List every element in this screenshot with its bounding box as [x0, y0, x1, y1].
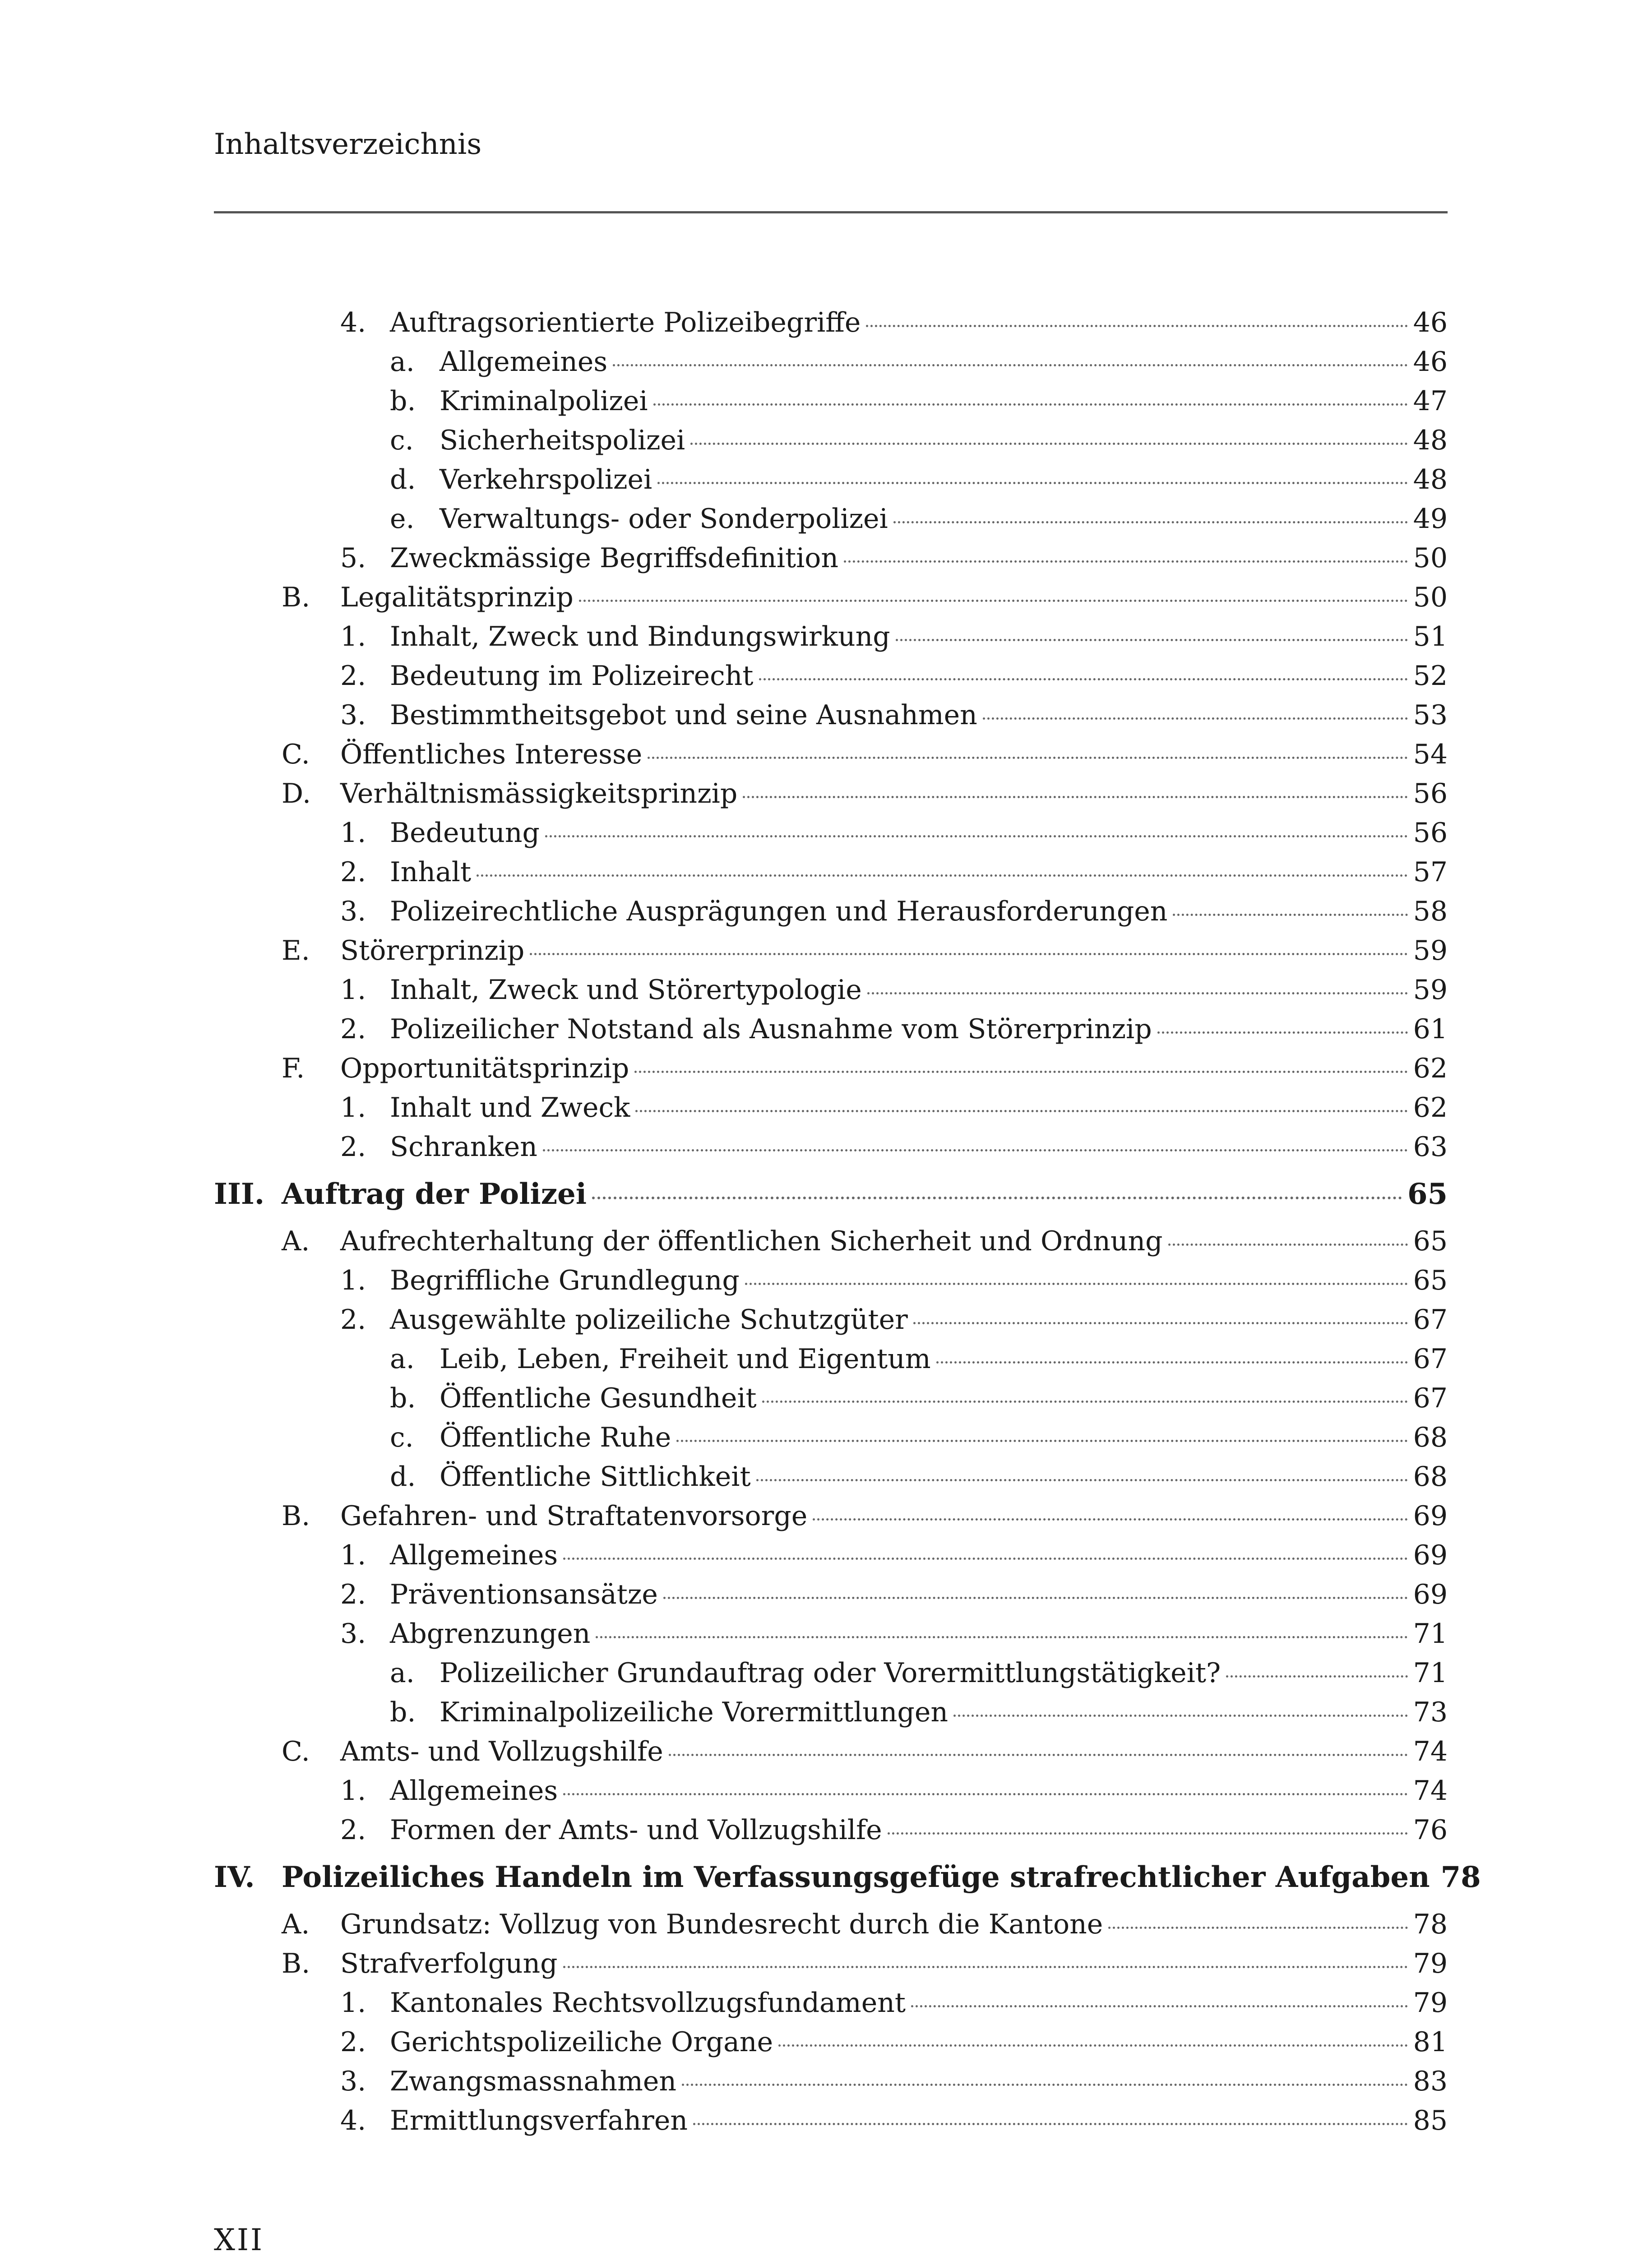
- toc-entry-title: Gerichtspolizeiliche Organe: [390, 2026, 773, 2058]
- toc-entry-title: Inhalt, Zweck und Bindungswirkung: [390, 621, 890, 652]
- toc-entry-page: 65: [1407, 1177, 1448, 1211]
- toc-entry-line: [390, 2023, 1448, 2062]
- toc-entry-page: 53: [1413, 699, 1448, 731]
- toc-entry-line: [390, 2062, 1448, 2101]
- toc-entry-line: [440, 499, 1448, 539]
- toc-entry-number: IV.: [214, 1860, 255, 1894]
- toc-entry-number: 2.: [340, 1814, 366, 1846]
- toc-entry-title: Allgemeines: [390, 1775, 558, 1807]
- dot-leader: [778, 2044, 1408, 2047]
- dot-leader: [911, 2005, 1408, 2007]
- toc-entry-title: Amts- und Vollzugshilfe: [340, 1736, 663, 1767]
- dot-leader: [596, 1636, 1407, 1638]
- toc-entry: [214, 1418, 1448, 1457]
- toc-entry-number: 5.: [340, 542, 366, 574]
- toc-entry-line: [390, 1771, 1448, 1811]
- toc-entry-title: Verwaltungs- oder Sonderpolizei: [440, 503, 888, 535]
- toc-entry-line: [340, 735, 1448, 774]
- dot-leader: [1226, 1675, 1408, 1678]
- toc-entry-number: 2.: [340, 2026, 366, 2058]
- dot-leader: [563, 1558, 1407, 1560]
- dot-leader: [530, 953, 1407, 955]
- toc-entry-title: Inhalt, Zweck und Störertypologie: [390, 974, 862, 1006]
- toc-entry-line: [340, 1905, 1448, 1944]
- toc-entry-page: 56: [1413, 817, 1448, 849]
- toc-entry-line: [390, 814, 1448, 853]
- toc-entry-title: Kriminalpolizei: [440, 385, 648, 417]
- toc-entry-title: Ausgewählte polizeiliche Schutzgüter: [390, 1304, 908, 1336]
- dot-leader: [669, 1754, 1408, 1756]
- dot-leader: [867, 992, 1408, 994]
- toc-entry: [214, 1261, 1448, 1300]
- toc-entry-number: c.: [390, 1422, 414, 1453]
- dot-leader: [663, 1597, 1408, 1599]
- toc-entry-title: Polizeilicher Grundauftrag oder Vorermittlungstätigkeit?: [440, 1657, 1221, 1689]
- toc-entry-page: 46: [1413, 346, 1448, 378]
- toc-entry-number: 3.: [340, 896, 366, 927]
- toc-entry-line: [390, 1128, 1448, 1167]
- toc-entry-page: 69: [1413, 1539, 1448, 1571]
- toc-entry-title: Verhältnismässigkeitsprinzip: [340, 778, 738, 809]
- toc-entry-title: Strafverfolgung: [340, 1948, 558, 1979]
- toc-entry-number: 1.: [340, 1539, 366, 1571]
- toc-entry-number: 3.: [340, 2066, 366, 2097]
- toc-entry-number: a.: [390, 1343, 415, 1375]
- toc-entry-page: 61: [1413, 1013, 1448, 1045]
- toc-entry: [214, 1654, 1448, 1693]
- toc-entry-page: 47: [1413, 385, 1448, 417]
- toc-entry: [214, 1049, 1448, 1088]
- toc-entry-number: C.: [282, 739, 310, 770]
- toc-entry-line: [390, 2101, 1448, 2140]
- toc-entry-page: 51: [1413, 621, 1448, 652]
- toc-entry-page: 79: [1413, 1948, 1448, 1979]
- toc-entry-number: 1.: [340, 1092, 366, 1123]
- toc-entry-page: 48: [1413, 464, 1448, 495]
- toc-entry-title: Abgrenzungen: [390, 1618, 591, 1650]
- dot-leader: [657, 482, 1407, 484]
- toc-entry: [214, 539, 1448, 578]
- toc-entry-line: [440, 460, 1448, 499]
- toc-entry-number: D.: [282, 778, 311, 809]
- toc-entry: [214, 1010, 1448, 1049]
- toc-entry: [214, 853, 1448, 892]
- toc-entry-line: [440, 342, 1448, 382]
- toc-entry-number: b.: [390, 385, 416, 417]
- toc-entry-line: [340, 931, 1448, 971]
- toc-entry-page: 56: [1413, 778, 1448, 809]
- toc-entry: [214, 1379, 1448, 1418]
- toc-entry: [214, 382, 1448, 421]
- toc-entry-line: [390, 1614, 1448, 1654]
- toc-entry: [214, 1771, 1448, 1811]
- dot-leader: [893, 521, 1408, 523]
- toc-entry-title: Polizeilicher Notstand als Ausnahme vom Störerprinzip: [390, 1013, 1152, 1045]
- toc-entry: [214, 1811, 1448, 1850]
- toc-entry: [214, 1457, 1448, 1497]
- dot-leader: [676, 1440, 1407, 1442]
- toc-entry-line: [440, 1693, 1448, 1732]
- toc-entry: [214, 931, 1448, 971]
- toc-entry: [214, 1614, 1448, 1654]
- toc-entry-page: 62: [1413, 1092, 1448, 1123]
- dot-leader: [477, 874, 1408, 877]
- toc-entry-page: 65: [1413, 1265, 1448, 1296]
- toc-entry-title: Kantonales Rechtsvollzugsfundament: [390, 1987, 906, 2019]
- toc-entry: [214, 971, 1448, 1010]
- toc-entry-page: 59: [1413, 974, 1448, 1006]
- dot-leader: [1108, 1927, 1407, 1929]
- dot-leader: [866, 325, 1407, 327]
- toc-entry-number: b.: [390, 1697, 416, 1728]
- dot-leader: [844, 560, 1408, 563]
- toc-entry-title: Inhalt und Zweck: [390, 1092, 630, 1123]
- toc-entry-number: 3.: [340, 1618, 366, 1650]
- toc-entry-number: 2.: [340, 660, 366, 692]
- toc-entry-title: Bedeutung: [390, 817, 540, 849]
- toc-entry-line: [340, 1732, 1448, 1771]
- toc-entry-line: [390, 1088, 1448, 1128]
- toc-entry: [214, 460, 1448, 499]
- toc-entry-page: 62: [1413, 1053, 1448, 1084]
- toc-entry-number: d.: [390, 1461, 416, 1493]
- toc-entry-number: 2.: [340, 856, 366, 888]
- toc-entry-line: [390, 539, 1448, 578]
- toc-entry-page: 68: [1413, 1461, 1448, 1493]
- toc-entry-number: 1.: [340, 1987, 366, 2019]
- toc-entry-page: 76: [1413, 1814, 1448, 1846]
- toc-entry-title: Inhalt: [390, 856, 472, 888]
- toc-entry-line: [340, 1049, 1448, 1088]
- toc-entry-line: [340, 1497, 1448, 1536]
- toc-entry: [214, 774, 1448, 814]
- toc-entry-line: [390, 853, 1448, 892]
- toc-entry-number: B.: [282, 1948, 310, 1979]
- toc-entry-page: 57: [1413, 856, 1448, 888]
- toc-entry-line: [390, 656, 1448, 696]
- toc-entry-number: c.: [390, 425, 414, 456]
- dot-leader: [579, 600, 1408, 602]
- toc-entry-number: a.: [390, 346, 415, 378]
- toc-entry-number: 1.: [340, 1265, 366, 1296]
- toc-entry-title: Auftragsorientierte Polizeibegriffe: [390, 307, 861, 338]
- dot-leader: [613, 364, 1407, 366]
- toc-entry-line: [390, 1536, 1448, 1575]
- toc-entry: [214, 1693, 1448, 1732]
- toc-entry-line: [440, 1379, 1448, 1418]
- toc-entry: [214, 1128, 1448, 1167]
- toc-entry-line: [390, 971, 1448, 1010]
- toc-entry-title: Opportunitätsprinzip: [340, 1053, 629, 1084]
- toc-entry: [214, 1497, 1448, 1536]
- toc-entry-number: e.: [390, 503, 415, 535]
- dot-leader: [563, 1793, 1407, 1795]
- toc-entry-page: 52: [1413, 660, 1448, 692]
- toc-entry-page: 54: [1413, 739, 1448, 770]
- toc-entry: [214, 696, 1448, 735]
- toc-entry: [214, 421, 1448, 460]
- dot-leader: [743, 796, 1407, 798]
- toc-entry-line: [390, 617, 1448, 656]
- toc-entry-page: 78: [1440, 1860, 1481, 1894]
- toc-entry-number: 2.: [340, 1579, 366, 1610]
- toc-entry: [214, 578, 1448, 617]
- toc-entry-number: 1.: [340, 1775, 366, 1807]
- toc-entry-page: 50: [1413, 542, 1448, 574]
- toc-entry-page: 68: [1413, 1422, 1448, 1453]
- dot-leader: [690, 443, 1407, 445]
- toc-entry: [214, 1222, 1448, 1261]
- toc-entry-page: 74: [1413, 1775, 1448, 1807]
- toc-entry-page: 59: [1413, 935, 1448, 966]
- toc-entry-line: [390, 303, 1448, 342]
- running-head: Inhaltsverzeichnis: [214, 128, 482, 161]
- toc-entry-number: a.: [390, 1657, 415, 1689]
- toc-entry-page: 46: [1413, 307, 1448, 338]
- toc-entry-title: Grundsatz: Vollzug von Bundesrecht durch die Kantone: [340, 1909, 1103, 1940]
- toc-entry-page: 71: [1413, 1657, 1448, 1689]
- toc-entry: [214, 1732, 1448, 1771]
- toc-entry-title: Schranken: [390, 1131, 537, 1163]
- dot-leader: [563, 1966, 1408, 1968]
- toc-entry-title: Polizeirechtliche Ausprägungen und Herausforderungen: [390, 896, 1168, 927]
- toc-entry-title: Polizeiliches Handeln im Verfassungsgefüge strafrechtlicher Aufgaben: [282, 1860, 1430, 1894]
- toc-entry: [214, 1944, 1448, 1983]
- toc-entry: [214, 1536, 1448, 1575]
- toc-entry-title: Allgemeines: [390, 1539, 558, 1571]
- toc-entry-line: [390, 1300, 1448, 1340]
- toc-entry-page: 48: [1413, 425, 1448, 456]
- toc-entry-number: A.: [282, 1909, 310, 1940]
- toc-entry-number: F.: [282, 1053, 305, 1084]
- toc-entry-title: Verkehrspolizei: [440, 464, 652, 495]
- table-of-contents: [214, 303, 1481, 2140]
- toc-entry: [214, 1088, 1448, 1128]
- toc-entry: [214, 735, 1448, 774]
- dot-leader: [635, 1110, 1407, 1112]
- dot-leader: [756, 1479, 1408, 1481]
- toc-entry: [214, 342, 1448, 382]
- toc-entry-title: Öffentliche Sittlichkeit: [440, 1461, 751, 1493]
- toc-entry-line: [340, 578, 1448, 617]
- dot-leader: [983, 717, 1408, 720]
- dot-leader: [543, 1149, 1408, 1151]
- toc-entry-number: 2.: [340, 1013, 366, 1045]
- toc-entry-title: Aufrechterhaltung der öffentlichen Sicherheit und Ordnung: [340, 1225, 1163, 1257]
- toc-entry: [214, 892, 1448, 931]
- toc-entry: [214, 1983, 1448, 2023]
- toc-entry-number: 2.: [340, 1304, 366, 1336]
- dot-leader: [1157, 1031, 1408, 1034]
- toc-entry: [214, 2101, 1448, 2140]
- toc-entry-number: 1.: [340, 817, 366, 849]
- dot-leader: [653, 403, 1408, 406]
- dot-leader: [762, 1401, 1408, 1403]
- toc-entry-number: B.: [282, 582, 310, 613]
- toc-entry-number: 3.: [340, 699, 366, 731]
- toc-entry-page: 74: [1413, 1736, 1448, 1767]
- dot-leader: [634, 1071, 1407, 1073]
- toc-entry: [214, 1905, 1448, 1944]
- dot-leader: [888, 1832, 1408, 1835]
- toc-entry-number: 1.: [340, 621, 366, 652]
- toc-entry-line: [390, 1010, 1448, 1049]
- toc-entry-page: 50: [1413, 582, 1448, 613]
- toc-entry-page: 58: [1413, 896, 1448, 927]
- toc-entry-line: [390, 1261, 1448, 1300]
- toc-entry-page: 85: [1413, 2105, 1448, 2136]
- toc-entry-page: 67: [1413, 1382, 1448, 1414]
- toc-chapter-entry: [214, 1167, 1448, 1222]
- toc-entry-line: [440, 421, 1448, 460]
- dot-leader: [953, 1715, 1408, 1717]
- dot-leader: [759, 678, 1408, 680]
- toc-entry-title: Auftrag der Polizei: [282, 1177, 587, 1211]
- dot-leader: [682, 2084, 1408, 2086]
- toc-entry: [214, 303, 1448, 342]
- toc-entry: [214, 499, 1448, 539]
- toc-entry-line: [340, 1944, 1448, 1983]
- toc-entry-page: 79: [1413, 1987, 1448, 2019]
- toc-entry-title: Allgemeines: [440, 346, 608, 378]
- toc-entry-title: Bedeutung im Polizeirecht: [390, 660, 754, 692]
- toc-entry-line: [390, 1983, 1448, 2023]
- toc-entry-page: 67: [1413, 1304, 1448, 1336]
- toc-entry: [214, 2062, 1448, 2101]
- toc-entry-line: [390, 1575, 1448, 1614]
- toc-entry-title: Störerprinzip: [340, 935, 525, 966]
- toc-entry-title: Zwangsmassnahmen: [390, 2066, 677, 2097]
- dot-leader: [1173, 914, 1407, 916]
- toc-entry-title: Öffentliches Interesse: [340, 739, 643, 770]
- toc-entry: [214, 1340, 1448, 1379]
- toc-entry-page: 69: [1413, 1500, 1448, 1532]
- toc-entry-line: [390, 892, 1448, 931]
- toc-entry-title: Öffentliche Ruhe: [440, 1422, 671, 1453]
- toc-entry: [214, 1575, 1448, 1614]
- toc-entry: [214, 617, 1448, 656]
- dot-leader: [592, 1197, 1402, 1199]
- toc-entry-number: E.: [282, 935, 310, 966]
- toc-entry-line: [282, 1167, 1448, 1222]
- toc-entry-line: [440, 1340, 1448, 1379]
- toc-chapter-entry: [214, 1850, 1481, 1905]
- toc-entry-number: 1.: [340, 974, 366, 1006]
- toc-entry-page: 67: [1413, 1343, 1448, 1375]
- toc-entry-line: [440, 1457, 1448, 1497]
- toc-entry-title: Formen der Amts- und Vollzugshilfe: [390, 1814, 882, 1846]
- toc-entry-page: 49: [1413, 503, 1448, 535]
- toc-entry-title: Begriffliche Grundlegung: [390, 1265, 740, 1296]
- toc-entry: [214, 1300, 1448, 1340]
- toc-entry-number: 2.: [340, 1131, 366, 1163]
- toc-entry-number: 4.: [340, 307, 366, 338]
- toc-entry-line: [440, 1418, 1448, 1457]
- dot-leader: [693, 2123, 1408, 2125]
- toc-entry-line: [440, 382, 1448, 421]
- dot-leader: [1168, 1244, 1408, 1246]
- toc-entry-title: Legalitätsprinzip: [340, 582, 574, 613]
- toc-entry-page: 71: [1413, 1618, 1448, 1650]
- toc-entry-number: III.: [214, 1177, 265, 1211]
- dot-leader: [745, 1283, 1408, 1285]
- toc-entry-number: 4.: [340, 2105, 366, 2136]
- toc-entry-line: [440, 1654, 1448, 1693]
- toc-entry-title: Gefahren- und Straftatenvorsorge: [340, 1500, 808, 1532]
- toc-entry: [214, 656, 1448, 696]
- toc-entry-title: Präventionsansätze: [390, 1579, 658, 1610]
- toc-entry-line: [340, 774, 1448, 814]
- toc-entry-line: [390, 696, 1448, 735]
- toc-entry-title: Ermittlungsverfahren: [390, 2105, 688, 2136]
- toc-entry-line: [340, 1222, 1448, 1261]
- toc-entry-page: 83: [1413, 2066, 1448, 2097]
- toc-entry-page: 78: [1413, 1909, 1448, 1940]
- dot-leader: [648, 757, 1407, 759]
- toc-entry-title: Leib, Leben, Freiheit und Eigentum: [440, 1343, 931, 1375]
- toc-entry-number: b.: [390, 1382, 416, 1414]
- dot-leader: [896, 639, 1408, 641]
- toc-entry-number: d.: [390, 464, 416, 495]
- toc-entry-number: C.: [282, 1736, 310, 1767]
- header-rule: [214, 211, 1448, 213]
- toc-entry-title: Öffentliche Gesundheit: [440, 1382, 757, 1414]
- toc-entry-title: Bestimmtheitsgebot und seine Ausnahmen: [390, 699, 977, 731]
- toc-entry-page: 69: [1413, 1579, 1448, 1610]
- toc-entry-line: [390, 1811, 1448, 1850]
- toc-entry-line: [282, 1850, 1481, 1905]
- toc-entry-title: Sicherheitspolizei: [440, 425, 685, 456]
- dot-leader: [545, 835, 1408, 837]
- toc-entry-page: 65: [1413, 1225, 1448, 1257]
- toc-entry-page: 73: [1413, 1697, 1448, 1728]
- toc-entry-title: Kriminalpolizeiliche Vorermittlungen: [440, 1697, 948, 1728]
- dot-leader: [913, 1322, 1408, 1324]
- page-number: XII: [214, 2223, 264, 2256]
- toc-entry-page: 81: [1413, 2026, 1448, 2058]
- toc-entry: [214, 814, 1448, 853]
- toc-entry: [214, 2023, 1448, 2062]
- dot-leader: [936, 1361, 1408, 1364]
- toc-entry-number: B.: [282, 1500, 310, 1532]
- toc-entry-title: Zweckmässige Begriffsdefinition: [390, 542, 839, 574]
- toc-entry-number: A.: [282, 1225, 310, 1257]
- toc-entry-page: 63: [1413, 1131, 1448, 1163]
- dot-leader: [813, 1518, 1407, 1521]
